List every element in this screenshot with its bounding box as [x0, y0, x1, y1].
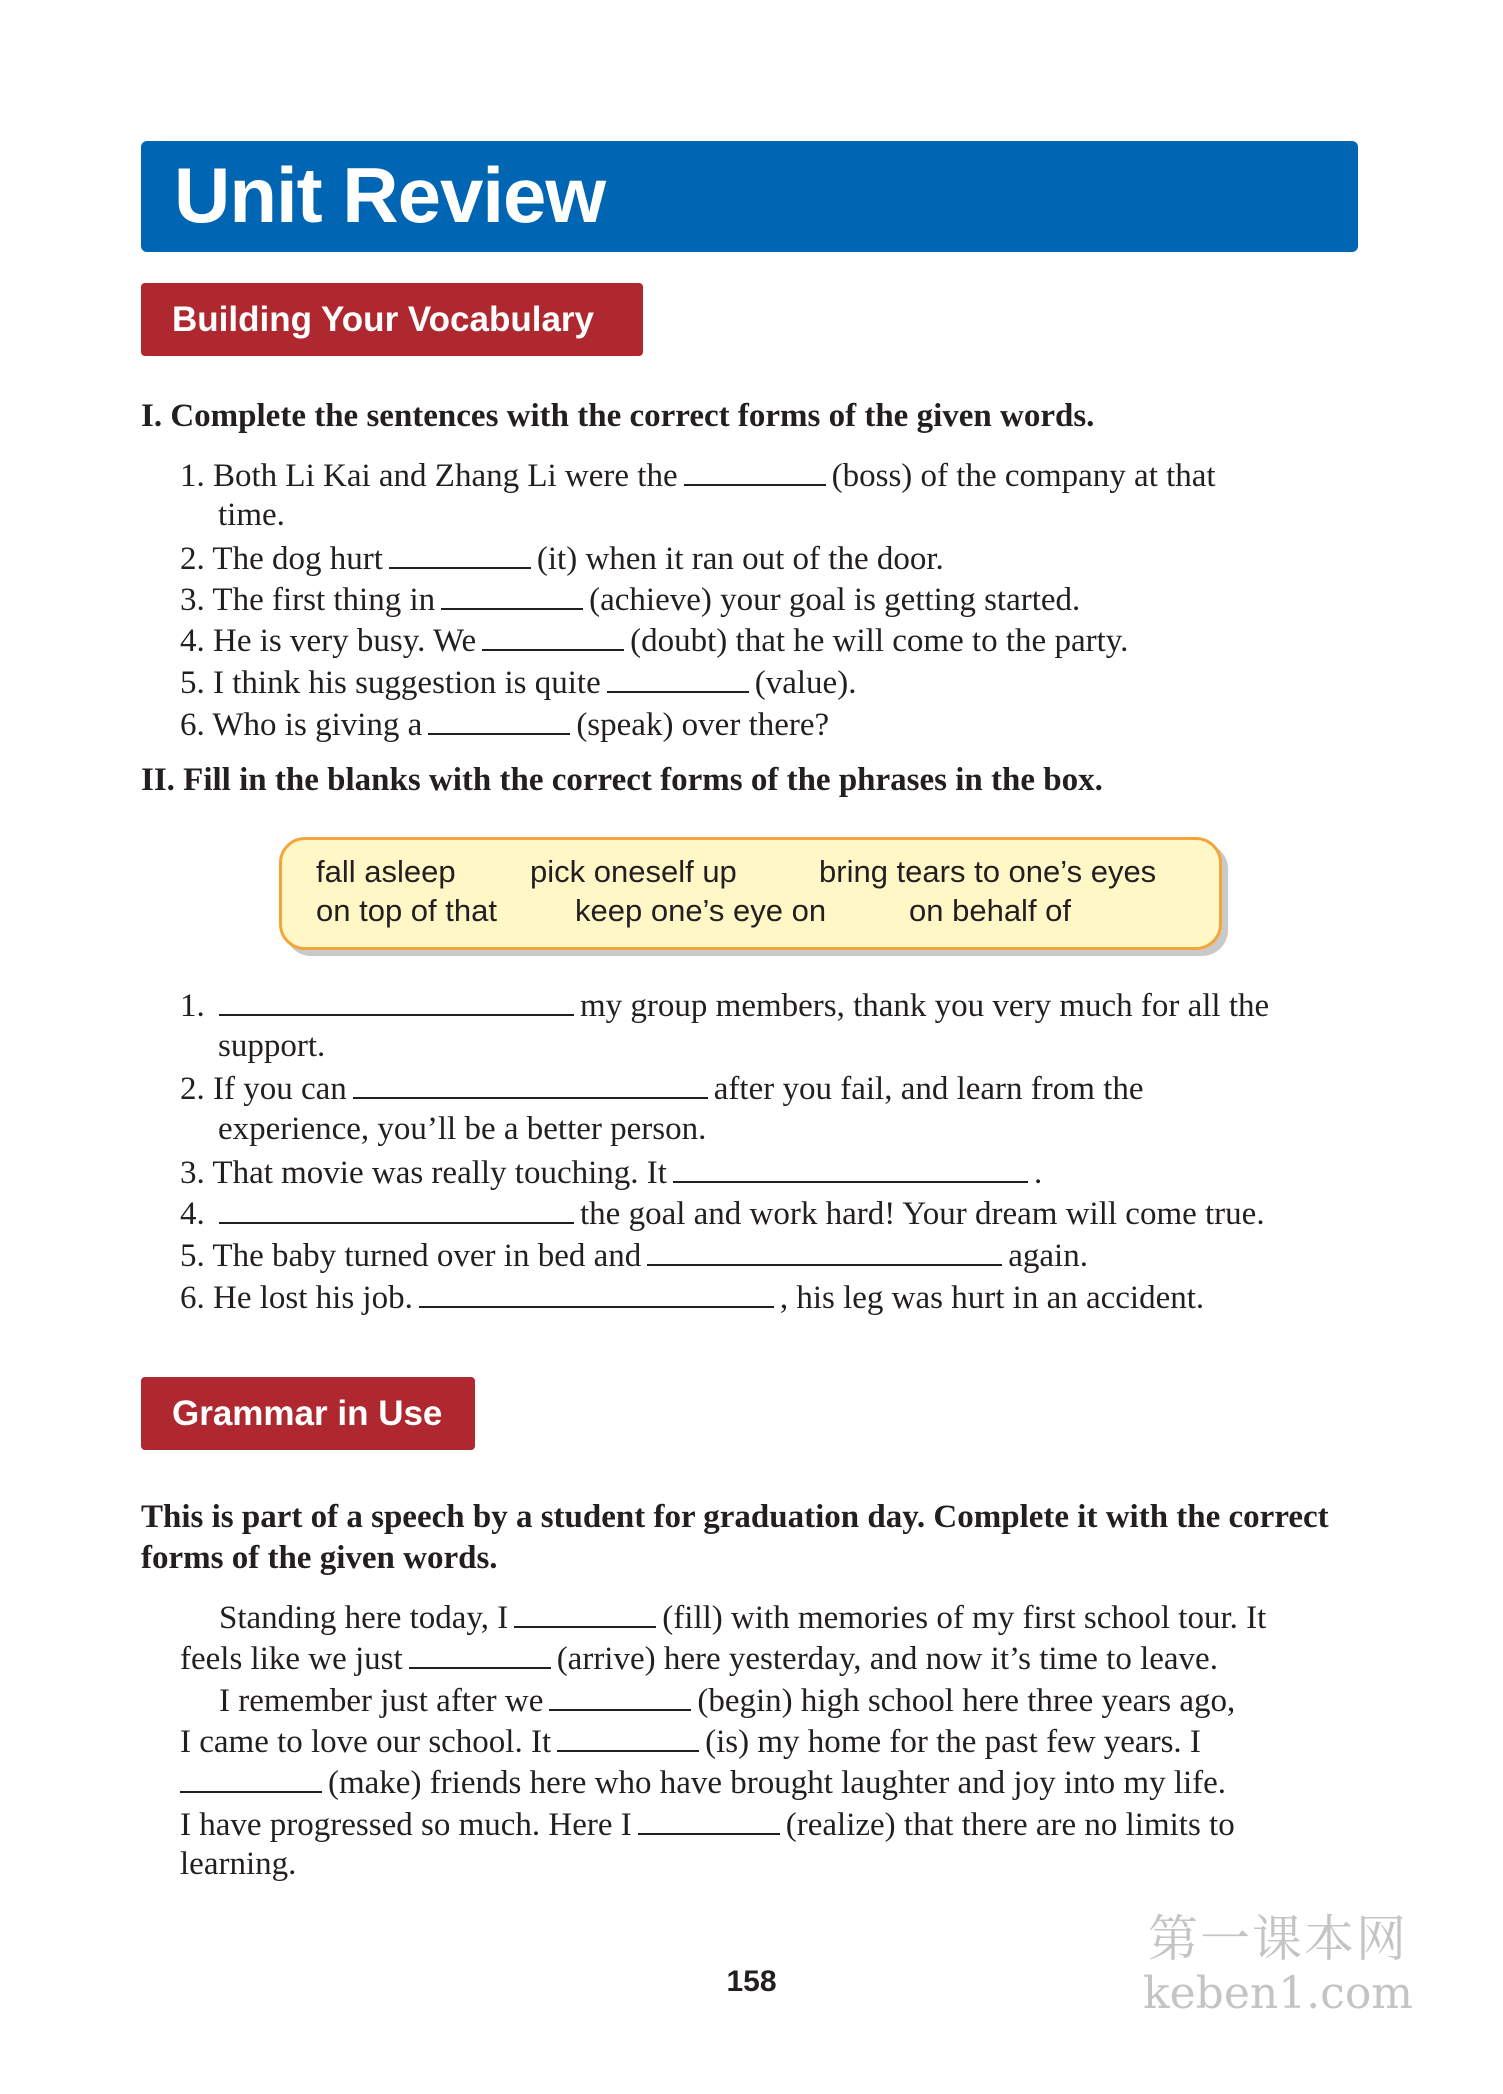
phrase-box	[279, 837, 1222, 950]
list-item: 4. He is very busy. We (doubt) that he will come to the party.	[180, 619, 1128, 661]
answer-blank[interactable]	[647, 1234, 1002, 1266]
paragraph-line: feels like we just (arrive) here yesterday, and now it’s time to leave.	[180, 1637, 1218, 1679]
list-item: 3. The first thing in (achieve) your goal is getting started.	[180, 578, 1080, 620]
paragraph-line: learning.	[180, 1846, 297, 1882]
grammar-instruction: This is part of a speech by a student for graduation day. Complete it with the correct forms of the given words.	[141, 1499, 1329, 1576]
phrase-option: on top of that	[316, 893, 497, 928]
list-item: 5. I think his suggestion is quite (value).	[180, 661, 856, 703]
paragraph-line: I came to love our school. It (is) my home for the past few years. I	[180, 1720, 1201, 1762]
paragraph-line: (make) friends here who have brought laughter and joy into my life.	[180, 1761, 1226, 1803]
answer-blank[interactable]	[428, 703, 570, 735]
answer-blank[interactable]	[482, 619, 624, 651]
watermark-text-en: keben1.com	[1142, 1968, 1414, 2019]
list-item: 5. The baby turned over in bed and again.	[180, 1234, 1088, 1276]
page-number: 158	[726, 1965, 777, 1998]
phrase-option: fall asleep	[316, 854, 456, 889]
list-item-continuation: support.	[218, 1028, 326, 1064]
answer-blank[interactable]	[549, 1679, 691, 1711]
answer-blank[interactable]	[219, 984, 574, 1016]
answer-blank[interactable]	[409, 1637, 551, 1669]
list-item-continuation: time.	[218, 497, 285, 533]
answer-blank[interactable]	[389, 537, 531, 569]
answer-blank[interactable]	[638, 1803, 780, 1835]
watermark	[1138, 1910, 1418, 2020]
phrase-option: keep one’s eye on	[575, 893, 827, 928]
unit-review-banner	[141, 141, 1358, 252]
part2-instruction: II. Fill in the blanks with the correct forms of the phrases in the box.	[141, 762, 1103, 798]
section-tab-grammar: Grammar in Use	[141, 1377, 475, 1450]
answer-blank[interactable]	[673, 1151, 1028, 1183]
list-item: 6. Who is giving a (speak) over there?	[180, 703, 829, 745]
answer-blank[interactable]	[557, 1720, 699, 1752]
answer-blank[interactable]	[441, 578, 583, 610]
list-item-continuation: experience, you’ll be a better person.	[218, 1111, 707, 1147]
list-item: 4. the goal and work hard! Your dream will come true.	[180, 1192, 1265, 1234]
watermark-text-cn: 第一课本网	[1148, 1910, 1408, 1968]
page-title: Unit Review	[174, 151, 606, 239]
answer-blank[interactable]	[419, 1276, 774, 1308]
answer-blank[interactable]	[353, 1067, 708, 1099]
answer-blank[interactable]	[219, 1192, 574, 1224]
list-item: 2. If you can after you fail, and learn from the	[180, 1067, 1144, 1109]
list-item: 1. Both Li Kai and Zhang Li were the (boss) of the company at that	[180, 454, 1216, 496]
answer-blank[interactable]	[514, 1596, 656, 1628]
paragraph-line: I have progressed so much. Here I (realize) that there are no limits to	[180, 1803, 1235, 1845]
answer-blank[interactable]	[607, 661, 749, 693]
answer-blank[interactable]	[684, 454, 826, 486]
paragraph-line: Standing here today, I (fill) with memories of my first school tour. It	[219, 1596, 1266, 1638]
phrase-option: on behalf of	[909, 893, 1072, 928]
phrase-option: bring tears to one’s eyes	[819, 854, 1157, 889]
list-item: 2. The dog hurt (it) when it ran out of the door.	[180, 537, 944, 579]
phrase-option: pick oneself up	[530, 854, 737, 889]
section-tab-vocabulary: Building Your Vocabulary	[141, 283, 643, 356]
list-item: 3. That movie was really touching. It .	[180, 1151, 1042, 1193]
paragraph-line: I remember just after we (begin) high school here three years ago,	[219, 1679, 1235, 1721]
list-item: 6. He lost his job. , his leg was hurt in an accident.	[180, 1276, 1204, 1318]
answer-blank[interactable]	[180, 1761, 322, 1793]
list-item: 1. my group members, thank you very much for all the	[180, 984, 1269, 1026]
part1-instruction: I. Complete the sentences with the correct forms of the given words.	[141, 398, 1095, 434]
